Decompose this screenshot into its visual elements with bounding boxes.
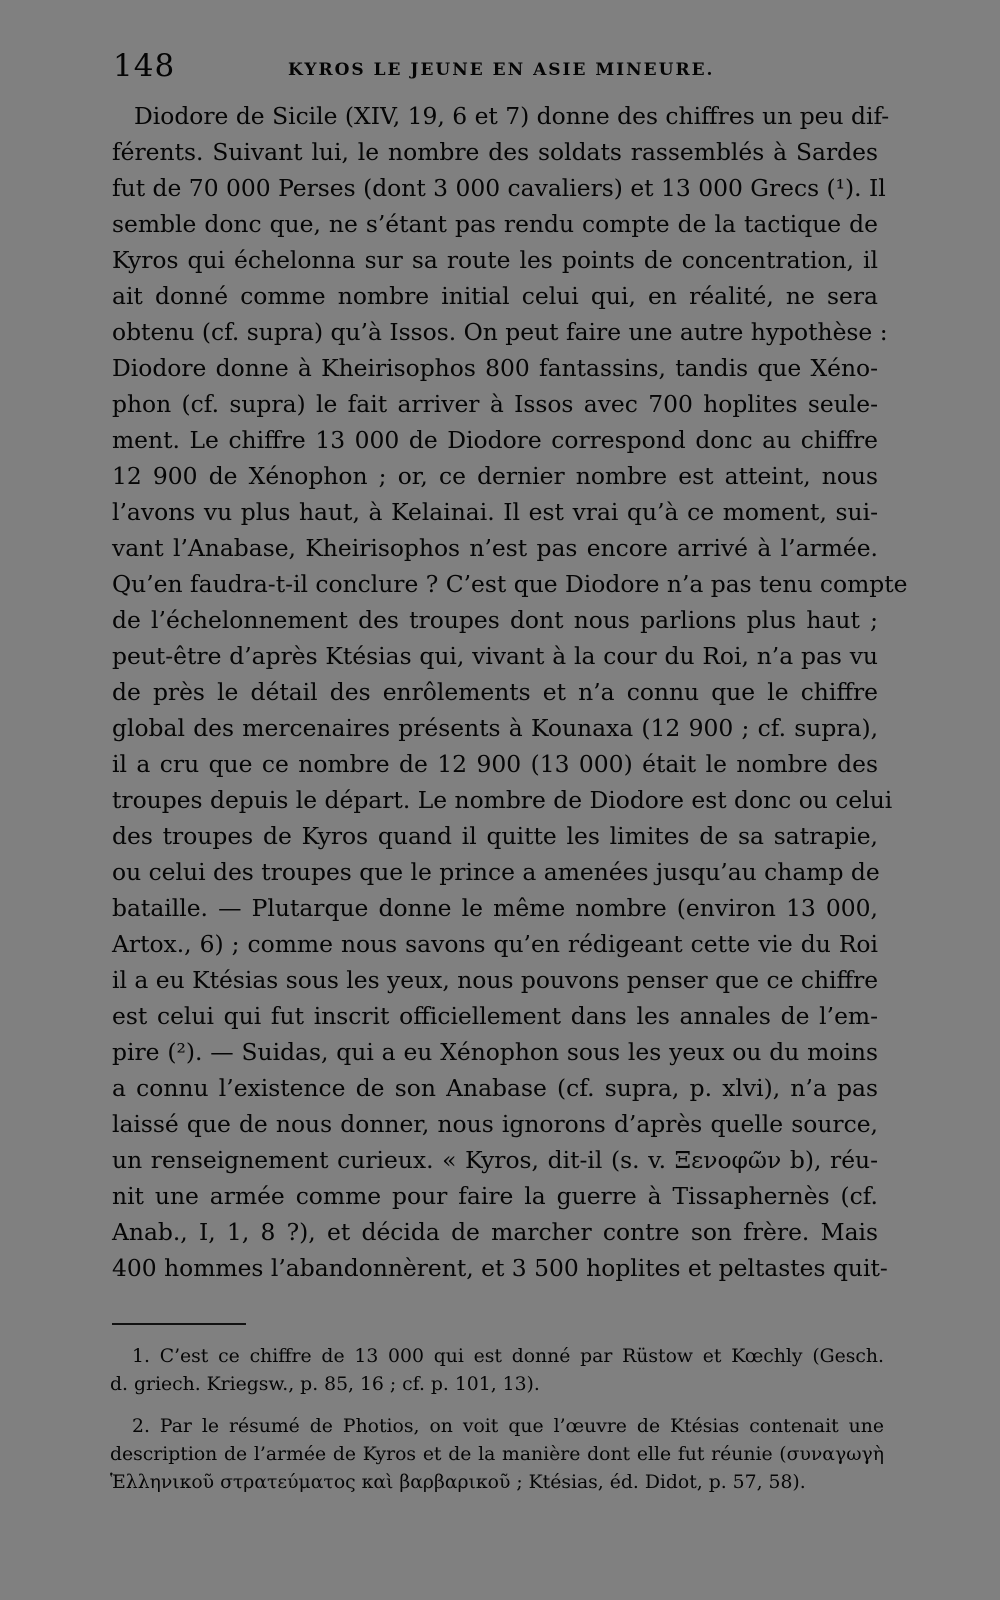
text-line: est celui qui fut inscrit officiellement dans les annales de l’em- [112,1002,878,1030]
text-line: Diodore donne à Kheirisophos 800 fantassins, tandis que Xéno- [112,354,878,382]
text-line: il a eu Ktésias sous les yeux, nous pouvons penser que ce chiffre [112,966,879,994]
page-number: 148 [113,48,176,84]
footnote-1 [110,1343,884,1399]
text-line: fut de 70 000 Perses (dont 3 000 cavaliers) et 13 000 Grecs (¹). Il [112,174,886,202]
footnote-line: 1. C’est ce chiffre de 13 000 qui est donné par Rüstow et Kœchly (Gesch. [132,1346,884,1367]
text-line: bataille. — Plutarque donne le même nombre (environ 13 000, [112,894,878,922]
footnote-separator [112,1323,246,1325]
text-line: Artox., 6) ; comme nous savons qu’en rédigeant cette vie du Roi [112,930,878,958]
footnote-line: description de l’armée de Kyros et de la manière dont elle fut réunie (συναγωγὴ [110,1444,884,1465]
text-line: Qu’en faudra-t-il conclure ? C’est que Diodore n’a pas tenu compte [112,570,908,598]
text-line: de l’échelonnement des troupes dont nous parlions plus haut ; [112,606,878,634]
text-line: vant l’Anabase, Kheirisophos n’est pas encore arrivé à l’armée. [112,534,878,562]
text-line: ment. Le chiffre 13 000 de Diodore correspond donc au chiffre [112,426,878,454]
text-line: pire (²). — Suidas, qui a eu Xénophon sous les yeux ou du moins [112,1038,878,1066]
text-line: ou celui des troupes que le prince a amenées jusqu’au champ de [112,858,880,886]
footnote-line: Ἑλληνικοῦ στρατεύματος καὶ βαρβαρικοῦ ; Ktésias, éd. Didot, p. 57, 58). [110,1472,806,1493]
text-line: laissé que de nous donner, nous ignorons d’après quelle source, [112,1110,878,1138]
text-line: semble donc que, ne s’étant pas rendu compte de la tactique de [112,210,878,238]
text-line: il a cru que ce nombre de 12 900 (13 000) était le nombre des [112,750,878,778]
text-line: a connu l’existence de son Anabase (cf. supra, p. xlvi), n’a pas [112,1074,878,1102]
text-line: phon (cf. supra) le fait arriver à Issos avec 700 hoplites seule- [112,390,878,418]
text-line: troupes depuis le départ. Le nombre de Diodore est donc ou celui [112,786,893,814]
text-line: Diodore de Sicile (XIV, 19, 6 et 7) donne des chiffres un peu dif- [134,102,890,130]
text-line: férents. Suivant lui, le nombre des soldats rassemblés à Sardes [112,138,878,166]
footnote-2 [110,1413,884,1497]
running-head: KYROS LE JEUNE EN ASIE MINEURE. [288,60,715,80]
text-line: peut-être d’après Ktésias qui, vivant à la cour du Roi, n’a pas vu [112,642,878,670]
text-line: obtenu (cf. supra) qu’à Issos. On peut faire une autre hypothèse : [112,318,888,346]
text-line: l’avons vu plus haut, à Kelainai. Il est vrai qu’à ce moment, sui- [112,498,878,526]
text-line: Kyros qui échelonna sur sa route les points de concentration, il [112,246,878,274]
footnote-gap [110,1399,884,1413]
page-header [113,48,876,84]
footnotes [110,1343,884,1497]
text-line: 400 hommes l’abandonnèrent, et 3 500 hoplites et peltastes quit- [112,1254,888,1282]
main-text [112,98,908,1286]
text-line: Anab., I, 1, 8 ?), et décida de marcher contre son frère. Mais [112,1218,878,1246]
text-line: global des mercenaires présents à Kounaxa (12 900 ; cf. supra), [112,714,878,742]
text-line: ait donné comme nombre initial celui qui, en réalité, ne sera [112,282,878,310]
text-line: de près le détail des enrôlements et n’a connu que le chiffre [112,678,878,706]
footnote-line: 2. Par le résumé de Photios, on voit que l’œuvre de Ktésias contenait une [132,1416,884,1437]
text-line: un renseignement curieux. « Kyros, dit-il (s. v. Ξενοφῶν b), réu- [112,1146,878,1174]
text-line: des troupes de Kyros quand il quitte les limites de sa satrapie, [112,822,878,850]
footnote-line: d. griech. Kriegsw., p. 85, 16 ; cf. p. 101, 13). [110,1374,540,1395]
text-line: 12 900 de Xénophon ; or, ce dernier nombre est atteint, nous [112,462,878,490]
text-line: nit une armée comme pour faire la guerre à Tissaphernès (cf. [112,1182,878,1210]
